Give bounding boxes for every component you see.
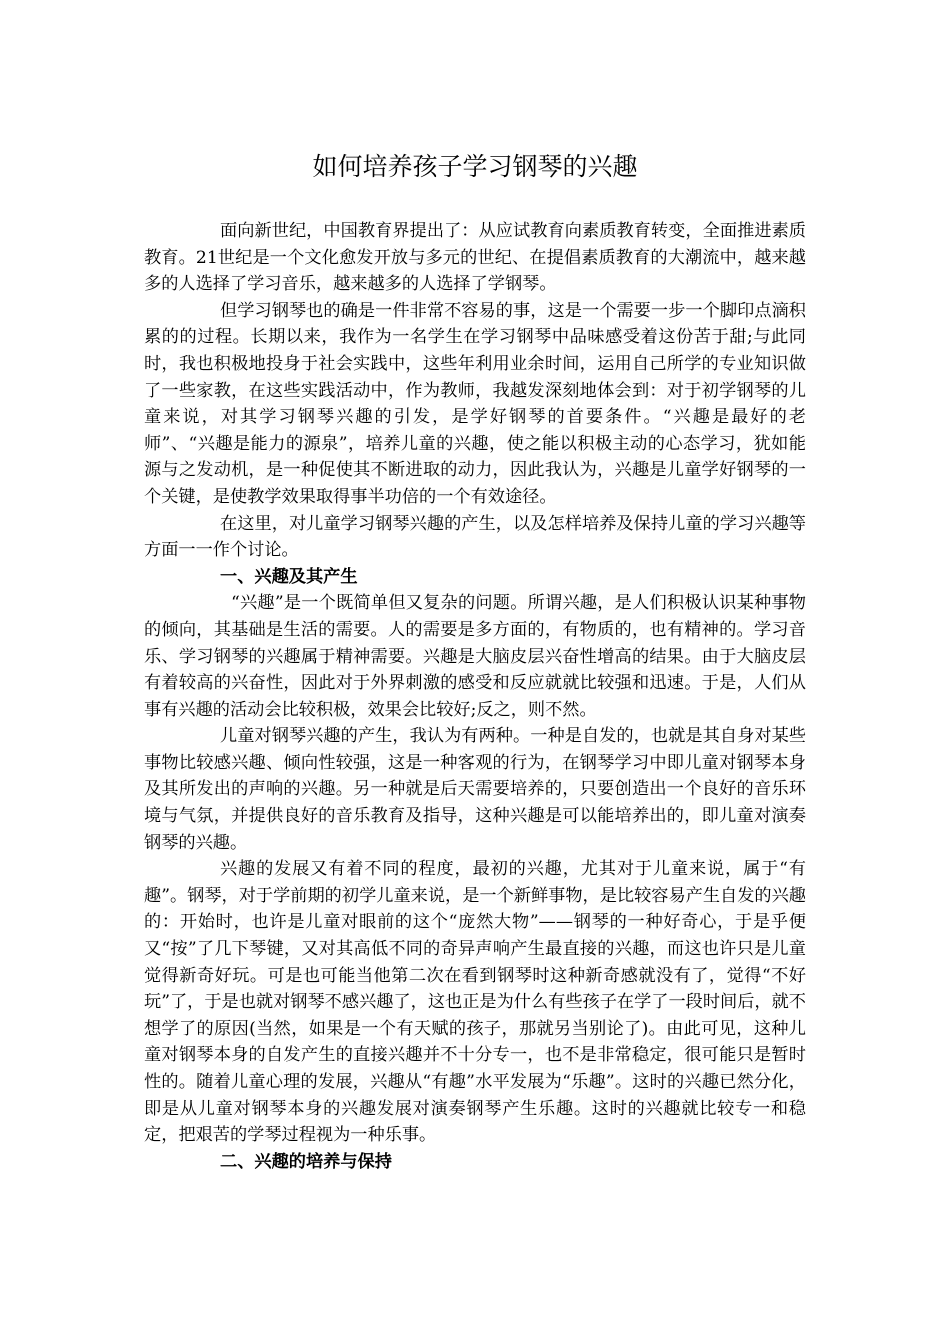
paragraph: “兴趣”是一个既简单但又复杂的问题。所谓兴趣，是人们积极认识某种事物的倾向，其基础是生活的需要。人的需要是多方面的，有物质的，也有精神的。学习音乐、学习钢琴的兴趣属于精神需要。兴趣是大脑皮层兴奋性增高的结果。由于大脑皮层有着较高的兴奋性，因此对于外界刺激的感受和反应就就比较强和迅速。于是，人们从事有兴趣的活动会比较积极，效果会比较好;反之，则不然。	[144, 593, 806, 720]
paragraph: 儿童对钢琴兴趣的产生，我认为有两种。一种是自发的，也就是其自身对某些事物比较感兴趣、倾向性较强，这是一种客观的行为，在钢琴学习中即儿童对钢琴本身及其所发出的声响的兴趣。另一种就是后天需要培养的，只要创造出一个良好的音乐环境与气氛，并提供良好的音乐教育及指导，这种兴趣是可以能培养出的，即儿童对演奏钢琴的兴趣。	[144, 726, 806, 853]
paragraph: 面向新世纪，中国教育界提出了：从应试教育向素质教育转变，全面推进素质教育。21世纪是一个文化愈发开放与多元的世纪、在提倡素质教育的大潮流中，越来越多的人选择了学习音乐，越来越多的人选择了学钢琴。	[144, 221, 806, 295]
paragraph: 但学习钢琴也的确是一件非常不容易的事，这是一个需要一步一个脚印点滴积累的的过程。长期以来，我作为一名学生在学习钢琴中品味感受着这份苦于甜;与此同时，我也积极地投身于社会实践中，这些年利用业余时间，运用自己所学的专业知识做了一些家教，在这些实践活动中，作为教师，我越发深刻地体会到：对于初学钢琴的儿童来说，对其学习钢琴兴趣的引发，是学好钢琴的首要条件。“兴趣是最好的老师”、“兴趣是能力的源泉”，培养儿童的兴趣，使之能以积极主动的心态学习，犹如能源与之发动机，是一种促使其不断进取的动力，因此我认为，兴趣是儿童学好钢琴的一个关键，是使教学效果取得事半功倍的一个有效途径。	[144, 300, 806, 507]
document-body	[144, 218, 806, 1175]
paragraph: 在这里，对儿童学习钢琴兴趣的产生，以及怎样培养及保持儿童的学习兴趣等方面一一作个讨论。	[144, 513, 806, 561]
section-heading: 一、兴趣及其产生	[220, 566, 358, 587]
section-heading: 二、兴趣的培养与保持	[220, 1151, 392, 1172]
document-title: 如何培养孩子学习钢琴的兴趣	[312, 152, 638, 181]
paragraph: 兴趣的发展又有着不同的程度，最初的兴趣，尤其对于儿童来说，属于“有趣”。钢琴，对于学前期的初学儿童来说，是一个新鲜事物，是比较容易产生自发的兴趣的：开始时，也许是儿童对眼前的这个“庞然大物”——钢琴的一种好奇心，于是乎便又“按”了几下琴键，又对其高低不同的奇异声响产生最直接的兴趣，而这也许只是儿童觉得新奇好玩。可是也可能当他第二次在看到钢琴时这种新奇感就没有了，觉得“不好玩”了，于是也就对钢琴不感兴趣了，这也正是为什么有些孩子在学了一段时间后，就不想学了的原因(当然，如果是一个有天赋的孩子，那就另当别论了)。由此可见，这种儿童对钢琴本身的自发产生的直接兴趣并不十分专一，也不是非常稳定，很可能只是暂时性的。随着儿童心理的发展，兴趣从“有趣”水平发展为“乐趣”。这时的兴趣已然分化，即是从儿童对钢琴本身的兴趣发展对演奏钢琴产生乐趣。这时的兴趣就比较专一和稳定，把艰苦的学琴过程视为一种乐事。	[144, 859, 806, 1146]
